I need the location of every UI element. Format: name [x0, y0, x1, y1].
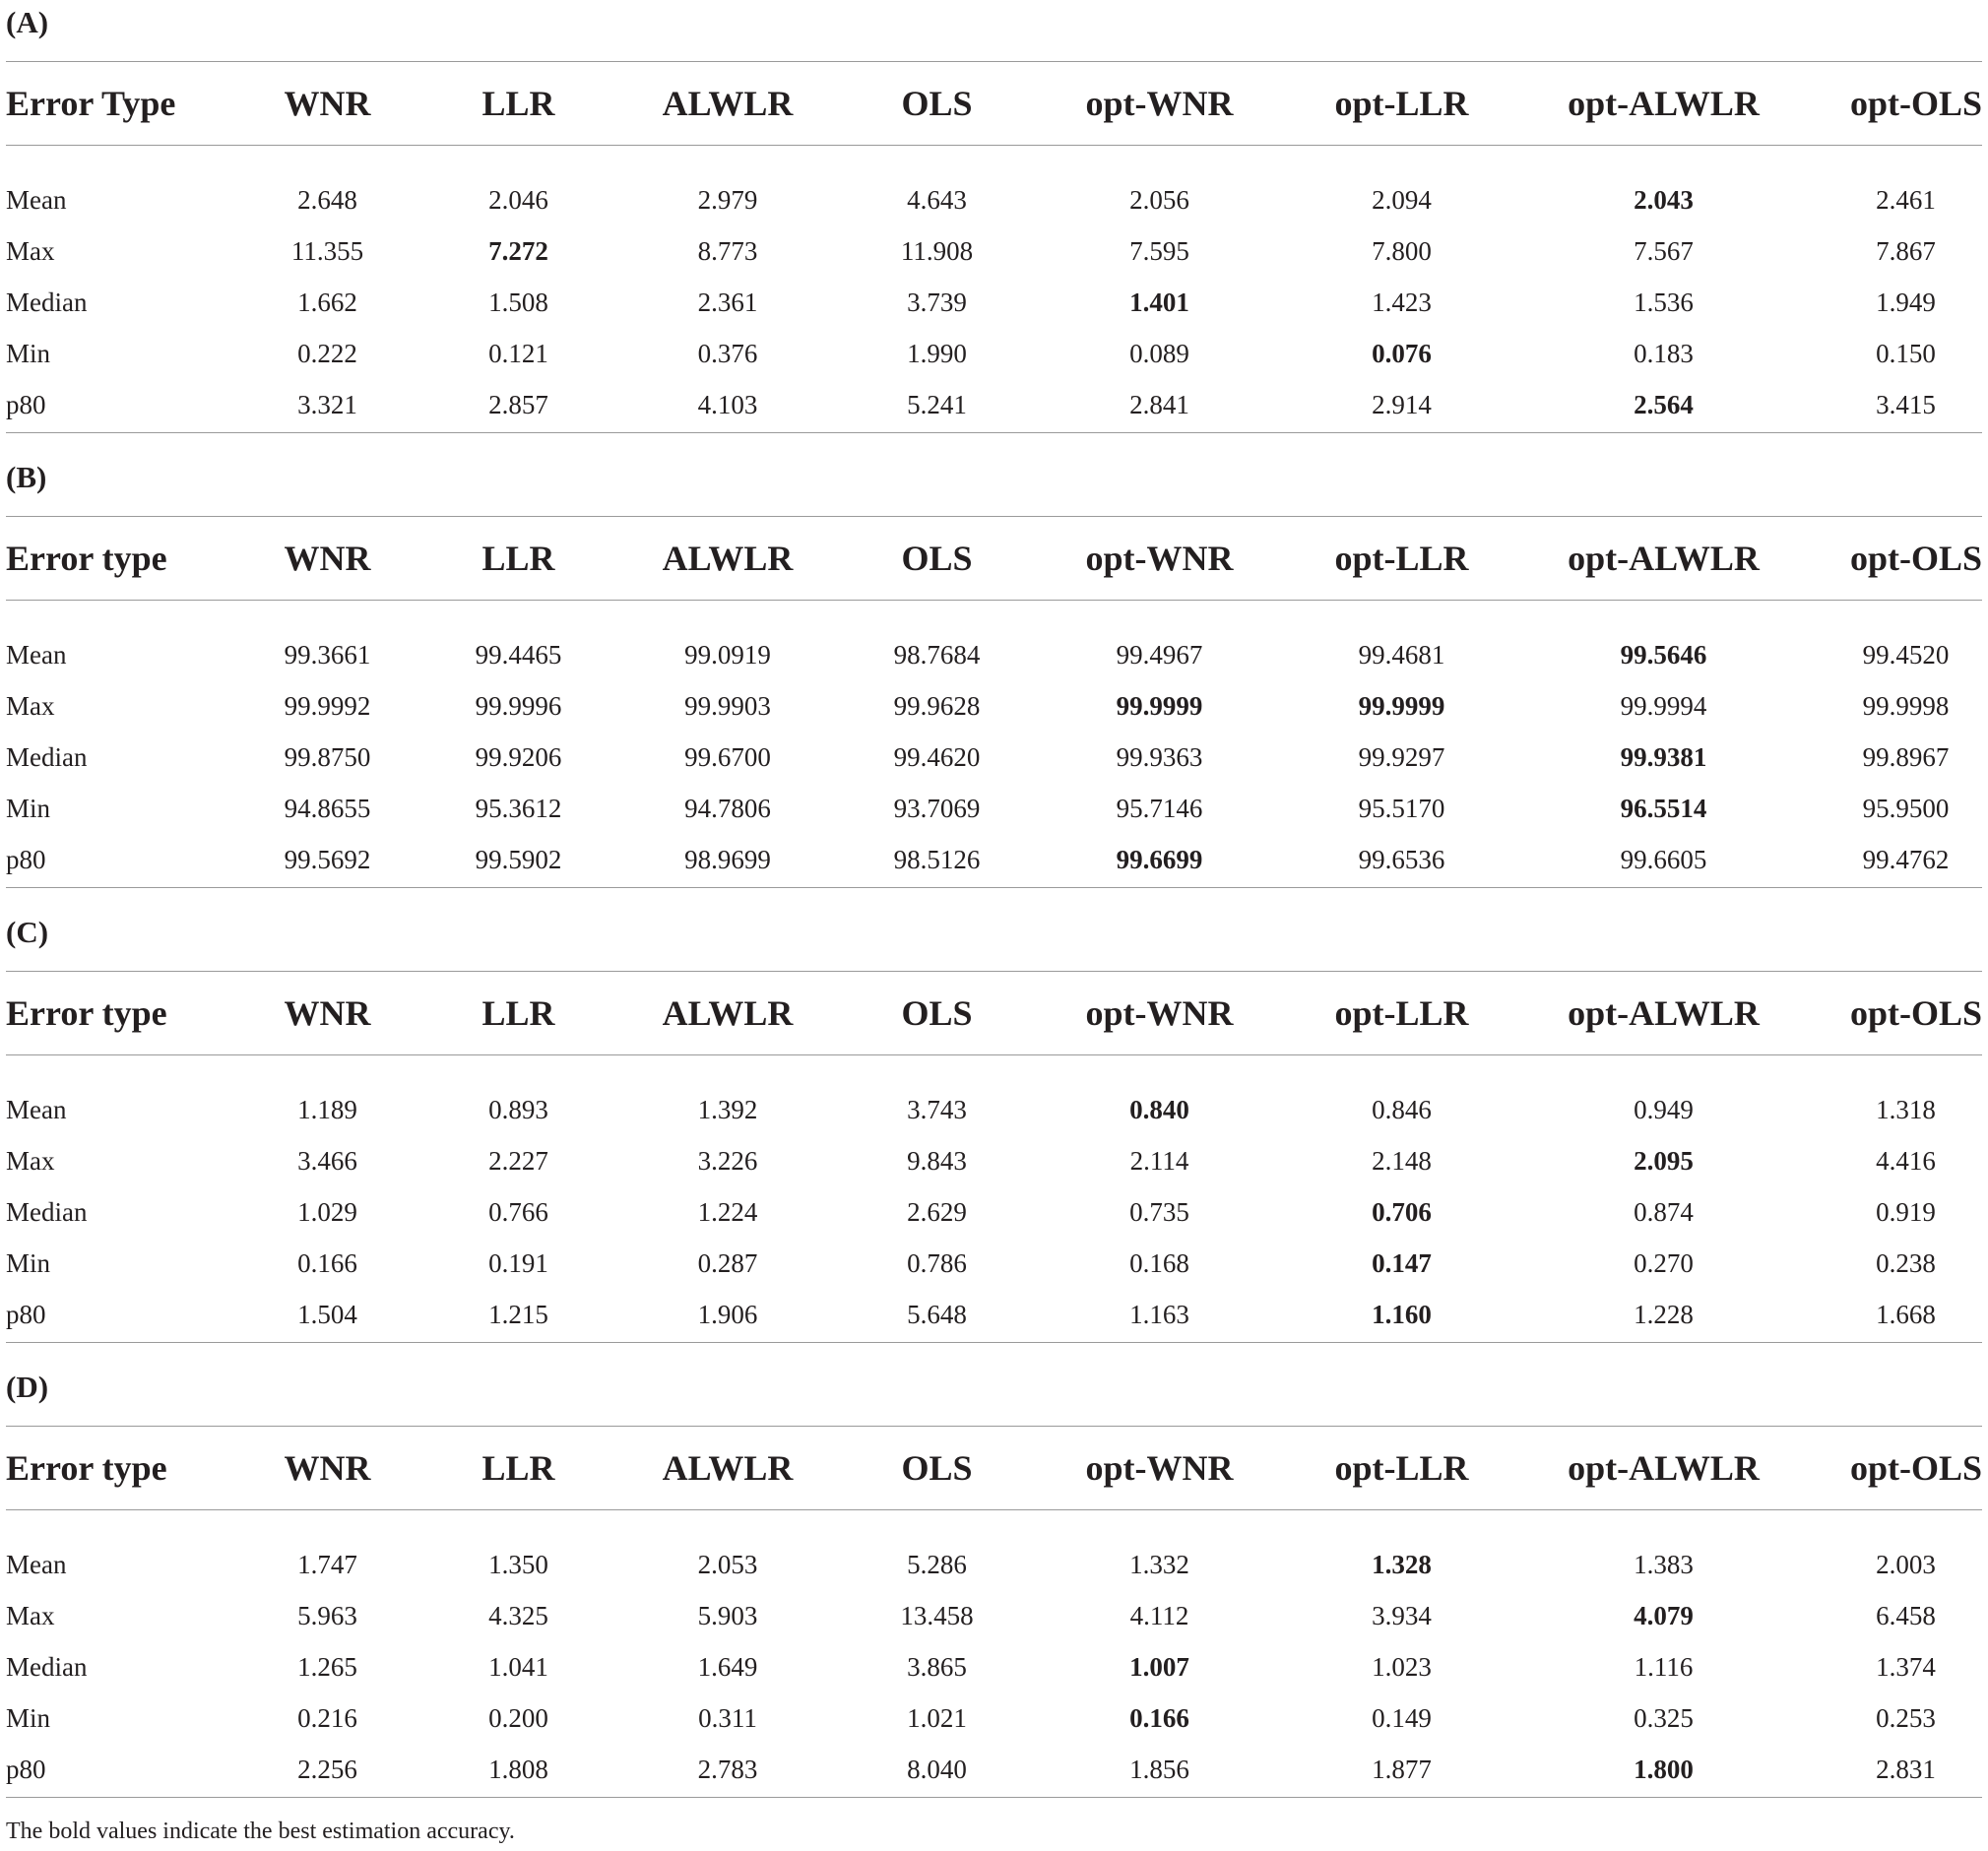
row-label: Max: [6, 1600, 55, 1630]
table-cell: 3.466: [297, 1145, 357, 1176]
column-header-opt-wnr: opt-WNR: [1085, 993, 1234, 1033]
table-cell: 2.361: [697, 287, 758, 317]
table-cell: 1.949: [1876, 287, 1936, 317]
column-header-opt-alwlr: opt-ALWLR: [1568, 1448, 1760, 1488]
table-cell: 2.564: [1634, 389, 1694, 419]
table-cell: 95.3612: [475, 793, 562, 823]
table-cell: 98.9699: [684, 844, 771, 874]
bottom-rule: [6, 887, 1982, 888]
table-cell: 8.773: [697, 235, 758, 266]
table-cell: 2.095: [1634, 1145, 1694, 1176]
table-cell: 0.893: [488, 1094, 548, 1124]
table-cell: 3.865: [907, 1651, 967, 1682]
table-cell: 1.265: [297, 1651, 357, 1682]
column-header-opt-llr: opt-LLR: [1334, 1448, 1469, 1488]
column-header-ols: OLS: [901, 993, 973, 1033]
row-label: Median: [6, 287, 88, 317]
table-cell: 2.046: [488, 184, 548, 215]
row-label: Mean: [6, 639, 67, 670]
table-cell: 0.846: [1372, 1094, 1432, 1124]
table-cell: 4.416: [1876, 1145, 1936, 1176]
row-label: Min: [6, 338, 51, 368]
panel-label: (C): [6, 915, 49, 949]
row-label: Median: [6, 1651, 88, 1682]
header-row: [6, 972, 1982, 1054]
table-cell: 99.6536: [1358, 844, 1445, 874]
table-footnote: The bold values indicate the best estimation accuracy.: [6, 1819, 515, 1844]
column-header-opt-ols: opt-OLS: [1849, 1448, 1982, 1488]
table-cell: 2.629: [907, 1196, 967, 1227]
error-table: [6, 972, 1982, 1340]
table-cell: 2.841: [1129, 389, 1189, 419]
table-cell: 3.226: [697, 1145, 758, 1176]
error-table: [6, 517, 1982, 885]
column-header-opt-wnr: opt-WNR: [1085, 1448, 1234, 1488]
table-cell: 0.287: [697, 1247, 758, 1278]
table-cell: 4.325: [488, 1600, 548, 1630]
column-header-opt-llr: opt-LLR: [1334, 993, 1469, 1033]
table-cell: 4.103: [697, 389, 758, 419]
table-cell: 3.321: [297, 389, 357, 419]
table-cell: 2.114: [1129, 1145, 1189, 1176]
table-cell: 0.150: [1876, 338, 1936, 368]
table-cell: 2.003: [1876, 1549, 1936, 1579]
table-cell: 1.224: [697, 1196, 758, 1227]
table-cell: 99.9999: [1116, 690, 1203, 721]
column-header-wnr: WNR: [284, 1448, 371, 1488]
table-cell: 2.227: [488, 1145, 548, 1176]
table-row: [6, 277, 1982, 328]
table-cell: 99.9999: [1358, 690, 1445, 721]
table-cell: 1.041: [488, 1651, 548, 1682]
table-cell: 99.6605: [1620, 844, 1707, 874]
table-cell: 7.867: [1876, 235, 1936, 266]
table-cell: 98.7684: [893, 639, 981, 670]
table-cell: 1.877: [1372, 1754, 1432, 1784]
table-cell: 0.222: [297, 338, 357, 368]
table-cell: 8.040: [907, 1754, 967, 1784]
column-header-opt-wnr: opt-WNR: [1085, 84, 1234, 123]
table-row: [6, 629, 1982, 680]
table-cell: 0.183: [1634, 338, 1694, 368]
table-row: [6, 1539, 1982, 1590]
panel-label: (D): [6, 1370, 49, 1404]
table-cell: 0.919: [1876, 1196, 1936, 1227]
table-cell: 99.0919: [684, 639, 771, 670]
table-cell: 2.914: [1372, 389, 1432, 419]
header-row: [6, 62, 1982, 145]
column-header-opt-alwlr: opt-ALWLR: [1568, 84, 1760, 123]
table-cell: 5.286: [907, 1549, 967, 1579]
table-cell: 99.4620: [893, 741, 981, 772]
table-cell: 1.392: [697, 1094, 758, 1124]
table-cell: 1.332: [1129, 1549, 1189, 1579]
table-row: [6, 1641, 1982, 1692]
table-cell: 0.191: [488, 1247, 548, 1278]
table-cell: 0.270: [1634, 1247, 1694, 1278]
table-cell: 99.9992: [284, 690, 371, 721]
table-cell: 99.9363: [1116, 741, 1203, 772]
table-cell: 3.743: [907, 1094, 967, 1124]
table-cell: 95.9500: [1862, 793, 1950, 823]
spacer-row: [6, 600, 1982, 629]
table-cell: 0.168: [1129, 1247, 1189, 1278]
column-header-opt-alwlr: opt-ALWLR: [1568, 539, 1760, 578]
table-cell: 2.831: [1876, 1754, 1936, 1784]
table-row: [6, 328, 1982, 379]
row-label: Min: [6, 1702, 51, 1733]
table-body: [6, 600, 1982, 885]
row-label: p80: [6, 844, 46, 874]
table-cell: 95.7146: [1116, 793, 1203, 823]
column-header-opt-llr: opt-LLR: [1334, 539, 1469, 578]
table-cell: 99.9381: [1620, 741, 1707, 772]
table-cell: 1.401: [1129, 287, 1189, 317]
table-row: [6, 1135, 1982, 1186]
table-cell: 2.979: [697, 184, 758, 215]
table-cell: 99.8967: [1862, 741, 1950, 772]
table-row: [6, 225, 1982, 277]
column-header-opt-wnr: opt-WNR: [1085, 539, 1234, 578]
table-cell: 1.228: [1634, 1299, 1694, 1329]
header-row: [6, 517, 1982, 600]
table-cell: 2.461: [1876, 184, 1936, 215]
table-cell: 1.536: [1634, 287, 1694, 317]
table-cell: 0.216: [297, 1702, 357, 1733]
table-cell: 1.163: [1129, 1299, 1189, 1329]
results-tables: [6, 0, 1982, 1844]
table-cell: 99.3661: [284, 639, 371, 670]
table-cell: 2.148: [1372, 1145, 1432, 1176]
table-cell: 1.160: [1372, 1299, 1432, 1329]
table-cell: 1.747: [297, 1549, 357, 1579]
column-header-alwlr: ALWLR: [662, 993, 794, 1033]
spacer-row: [6, 1509, 1982, 1539]
table-cell: 0.253: [1876, 1702, 1936, 1733]
table-cell: 1.318: [1876, 1094, 1936, 1124]
table-cell: 4.112: [1129, 1600, 1189, 1630]
table-cell: 99.8750: [284, 741, 371, 772]
column-header-llr: LLR: [481, 993, 555, 1033]
row-label: p80: [6, 1299, 46, 1329]
column-header-error-type: Error type: [6, 539, 167, 578]
table-row: [6, 1590, 1982, 1641]
row-label: p80: [6, 389, 46, 419]
table-cell: 7.272: [488, 235, 548, 266]
table-cell: 1.350: [488, 1549, 548, 1579]
column-header-error-type: Error Type: [6, 84, 176, 123]
bottom-rule: [6, 1342, 1982, 1343]
column-header-wnr: WNR: [284, 539, 371, 578]
row-label: Mean: [6, 1549, 67, 1579]
column-header-alwlr: ALWLR: [662, 1448, 794, 1488]
table-cell: 0.706: [1372, 1196, 1432, 1227]
table-row: [6, 680, 1982, 732]
table-cell: 11.908: [900, 235, 974, 266]
table-cell: 1.023: [1372, 1651, 1432, 1682]
table-cell: 99.4465: [475, 639, 562, 670]
table-cell: 99.5902: [475, 844, 562, 874]
table-cell: 0.147: [1372, 1247, 1432, 1278]
table-cell: 0.089: [1129, 338, 1189, 368]
table-cell: 2.056: [1129, 184, 1189, 215]
table-row: [6, 1186, 1982, 1238]
spacer-row: [6, 145, 1982, 174]
table-cell: 0.376: [697, 338, 758, 368]
column-header-opt-ols: opt-OLS: [1849, 993, 1982, 1033]
table-cell: 1.021: [907, 1702, 967, 1733]
column-header-llr: LLR: [481, 539, 555, 578]
table-cell: 1.029: [297, 1196, 357, 1227]
table-row: [6, 1692, 1982, 1744]
table-body: [6, 145, 1982, 430]
table-cell: 5.648: [907, 1299, 967, 1329]
table-cell: 9.843: [907, 1145, 967, 1176]
column-header-wnr: WNR: [284, 993, 371, 1033]
table-cell: 0.166: [1129, 1702, 1189, 1733]
table-cell: 2.783: [697, 1754, 758, 1784]
table-cell: 1.808: [488, 1754, 548, 1784]
row-label: Median: [6, 741, 88, 772]
table-cell: 0.238: [1876, 1247, 1936, 1278]
table-cell: 11.355: [290, 235, 364, 266]
row-label: Max: [6, 235, 55, 266]
table-cell: 95.5170: [1358, 793, 1445, 823]
table-cell: 0.840: [1129, 1094, 1189, 1124]
table-row: [6, 1744, 1982, 1795]
table-cell: 0.121: [488, 338, 548, 368]
table-cell: 96.5514: [1620, 793, 1707, 823]
row-label: Mean: [6, 184, 67, 215]
table-cell: 5.903: [697, 1600, 758, 1630]
table-cell: 99.5646: [1620, 639, 1707, 670]
table-row: [6, 1238, 1982, 1289]
table-cell: 1.423: [1372, 287, 1432, 317]
table-cell: 94.7806: [684, 793, 771, 823]
column-header-error-type: Error type: [6, 993, 167, 1033]
table-cell: 5.963: [297, 1600, 357, 1630]
column-header-llr: LLR: [481, 84, 555, 123]
table-cell: 1.649: [697, 1651, 758, 1682]
table-cell: 99.9903: [684, 690, 771, 721]
table-cell: 7.567: [1634, 235, 1694, 266]
table-cell: 1.906: [697, 1299, 758, 1329]
table-cell: 2.857: [488, 389, 548, 419]
table-row: [6, 732, 1982, 783]
row-label: p80: [6, 1754, 46, 1784]
table-row: [6, 834, 1982, 885]
table-cell: 7.595: [1129, 235, 1189, 266]
table-cell: 99.9206: [475, 741, 562, 772]
row-label: Min: [6, 793, 51, 823]
table-cell: 1.189: [297, 1094, 357, 1124]
table-body: [6, 1509, 1982, 1795]
table-cell: 98.5126: [893, 844, 981, 874]
table-cell: 99.5692: [284, 844, 371, 874]
column-header-opt-alwlr: opt-ALWLR: [1568, 993, 1760, 1033]
table-cell: 99.4967: [1116, 639, 1203, 670]
panel-b: [6, 455, 1982, 910]
row-label: Max: [6, 1145, 55, 1176]
table-cell: 1.990: [907, 338, 967, 368]
column-header-opt-ols: opt-OLS: [1849, 84, 1982, 123]
table-row: [6, 783, 1982, 834]
table-cell: 99.9996: [475, 690, 562, 721]
table-cell: 99.9998: [1862, 690, 1950, 721]
table-body: [6, 1054, 1982, 1340]
table-cell: 99.6699: [1116, 844, 1203, 874]
table-row: [6, 1084, 1982, 1135]
bottom-rule: [6, 1797, 1982, 1798]
row-label: Min: [6, 1247, 51, 1278]
error-table: [6, 1427, 1982, 1795]
table-cell: 0.735: [1129, 1196, 1189, 1227]
table-cell: 99.9628: [893, 690, 981, 721]
table-cell: 5.241: [907, 389, 967, 419]
column-header-opt-ols: opt-OLS: [1849, 539, 1982, 578]
row-label: Max: [6, 690, 55, 721]
table-cell: 99.4762: [1862, 844, 1950, 874]
table-cell: 1.116: [1634, 1651, 1694, 1682]
table-cell: 2.256: [297, 1754, 357, 1784]
panel-d: [6, 1365, 1982, 1819]
table-cell: 0.949: [1634, 1094, 1694, 1124]
column-header-ols: OLS: [901, 84, 973, 123]
panel-a: [6, 0, 1982, 455]
table-row: [6, 1289, 1982, 1340]
row-label: Mean: [6, 1094, 67, 1124]
table-cell: 0.766: [488, 1196, 548, 1227]
table-cell: 2.053: [697, 1549, 758, 1579]
table-cell: 1.215: [488, 1299, 548, 1329]
table-cell: 93.7069: [893, 793, 981, 823]
table-cell: 0.149: [1372, 1702, 1432, 1733]
table-cell: 0.874: [1634, 1196, 1694, 1227]
table-cell: 2.648: [297, 184, 357, 215]
table-cell: 1.504: [297, 1299, 357, 1329]
spacer-row: [6, 1054, 1982, 1084]
table-cell: 1.800: [1634, 1754, 1694, 1784]
table-cell: 1.374: [1876, 1651, 1936, 1682]
table-cell: 1.383: [1634, 1549, 1694, 1579]
table-cell: 0.076: [1372, 338, 1432, 368]
table-cell: 1.856: [1129, 1754, 1189, 1784]
table-cell: 99.4681: [1358, 639, 1445, 670]
table-cell: 1.668: [1876, 1299, 1936, 1329]
panel-label: (B): [6, 460, 47, 494]
table-cell: 94.8655: [284, 793, 371, 823]
header-row: [6, 1427, 1982, 1509]
panel-label: (A): [6, 5, 49, 39]
table-cell: 99.9297: [1358, 741, 1445, 772]
column-header-error-type: Error type: [6, 1448, 167, 1488]
table-cell: 1.007: [1129, 1651, 1189, 1682]
table-cell: 2.043: [1634, 184, 1694, 215]
table-row: [6, 174, 1982, 225]
table-cell: 99.9994: [1620, 690, 1707, 721]
table-cell: 0.325: [1634, 1702, 1694, 1733]
column-header-alwlr: ALWLR: [662, 84, 794, 123]
table-cell: 4.643: [907, 184, 967, 215]
table-cell: 6.458: [1876, 1600, 1936, 1630]
table-cell: 13.458: [900, 1600, 974, 1630]
table-cell: 7.800: [1372, 235, 1432, 266]
bottom-rule: [6, 432, 1982, 433]
column-header-ols: OLS: [901, 1448, 973, 1488]
table-cell: 0.166: [297, 1247, 357, 1278]
table-cell: 0.311: [698, 1702, 757, 1733]
table-cell: 1.508: [488, 287, 548, 317]
column-header-wnr: WNR: [284, 84, 371, 123]
error-table: [6, 62, 1982, 430]
table-cell: 2.094: [1372, 184, 1432, 215]
table-cell: 4.079: [1634, 1600, 1694, 1630]
table-cell: 99.4520: [1862, 639, 1950, 670]
table-cell: 99.6700: [684, 741, 771, 772]
column-header-llr: LLR: [481, 1448, 555, 1488]
row-label: Median: [6, 1196, 88, 1227]
table-cell: 3.415: [1876, 389, 1936, 419]
table-cell: 1.662: [297, 287, 357, 317]
table-cell: 3.934: [1372, 1600, 1432, 1630]
table-row: [6, 379, 1982, 430]
table-cell: 1.328: [1372, 1549, 1432, 1579]
column-header-opt-llr: opt-LLR: [1334, 84, 1469, 123]
table-cell: 3.739: [907, 287, 967, 317]
column-header-ols: OLS: [901, 539, 973, 578]
panel-c: [6, 910, 1982, 1365]
column-header-alwlr: ALWLR: [662, 539, 794, 578]
table-cell: 0.200: [488, 1702, 548, 1733]
table-cell: 0.786: [907, 1247, 967, 1278]
